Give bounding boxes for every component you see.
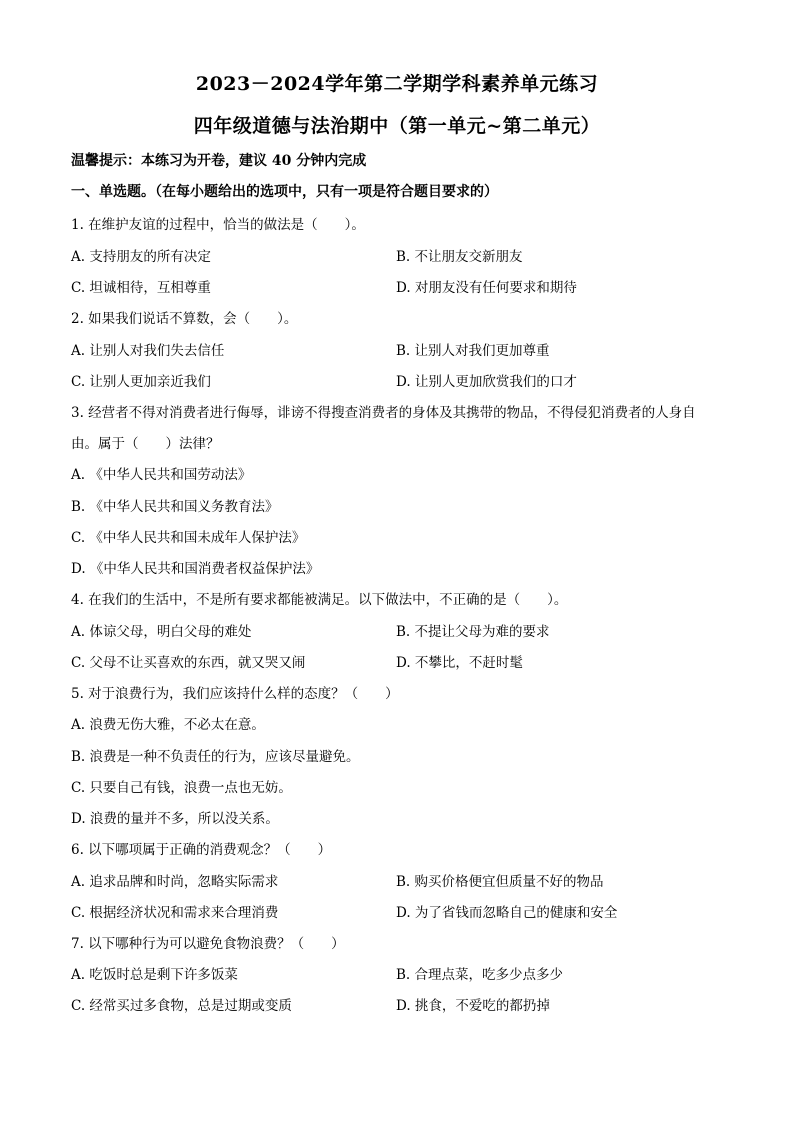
q4-option-a: A. 体谅父母，明白父母的难处 xyxy=(71,624,252,640)
question-7-stem: 7. 以下哪种行为可以避免食物浪费？（ ） xyxy=(71,936,345,952)
question-4-stem: 4. 在我们的生活中，不是所有要求都能被满足。以下做法中，不正确的是（ ）。 xyxy=(71,592,568,608)
q4-option-b: B. 不提让父母为难的要求 xyxy=(396,624,550,640)
q6-option-c: C. 根据经济状况和需求来合理消费 xyxy=(71,905,279,921)
q2-option-b: B. 让别人对我们更加尊重 xyxy=(396,343,550,359)
q3-option-c: C. 《中华人民共和国未成年人保护法》 xyxy=(71,530,306,546)
q3-option-d: D. 《中华人民共和国消费者权益保护法》 xyxy=(71,561,320,577)
q2-option-d: D. 让别人更加欣赏我们的口才 xyxy=(396,374,577,390)
question-3-stem-line2: 由。属于（ ）法律？ xyxy=(71,436,220,452)
tip-text: 温馨提示：本练习为开卷，建议 40 分钟内完成 xyxy=(71,153,367,169)
q7-option-b: B. 合理点菜，吃多少点多少 xyxy=(396,967,564,983)
section-heading: 一、单选题。（在每小题给出的选项中，只有一项是符合题目要求的） xyxy=(71,184,498,200)
q5-option-a: A. 浪费无伤大雅，不必太在意。 xyxy=(71,717,265,733)
exam-subtitle: 四年级道德与法治期中（第一单元~第二单元） xyxy=(193,115,601,137)
q5-option-d: D. 浪费的量并不多，所以没关系。 xyxy=(71,811,279,827)
q2-option-c: C. 让别人更加亲近我们 xyxy=(71,374,211,390)
q7-option-a: A. 吃饭时总是剩下许多饭菜 xyxy=(71,967,238,983)
q1-option-a: A. 支持朋友的所有决定 xyxy=(71,249,211,265)
q6-option-a: A. 追求品牌和时尚，忽略实际需求 xyxy=(71,874,279,890)
q1-option-b: B. 不让朋友交新朋友 xyxy=(396,249,523,265)
q3-option-b: B. 《中华人民共和国义务教育法》 xyxy=(71,499,279,515)
q7-option-c: C. 经常买过多食物，总是过期或变质 xyxy=(71,998,292,1014)
q4-option-c: C. 父母不让买喜欢的东西，就又哭又闹 xyxy=(71,655,306,671)
question-3-stem-line1: 3. 经营者不得对消费者进行侮辱，诽谤不得搜查消费者的身体及其携带的物品，不得侵犯消费者的人身自 xyxy=(71,405,696,421)
question-1-stem: 1. 在维护友谊的过程中，恰当的做法是（ ）。 xyxy=(71,217,365,233)
q3-option-a: A. 《中华人民共和国劳动法》 xyxy=(71,467,252,483)
question-2-stem: 2. 如果我们说话不算数，会（ ）。 xyxy=(71,311,298,327)
q5-option-c: C. 只要自己有钱，浪费一点也无妨。 xyxy=(71,780,292,796)
exam-title: 2023－2024学年第二学期学科素养单元练习 xyxy=(195,73,599,95)
q6-option-b: B. 购买价格便宜但质量不好的物品 xyxy=(396,874,604,890)
question-5-stem: 5. 对于浪费行为，我们应该持什么样的态度？（ ） xyxy=(71,686,399,702)
q1-option-d: D. 对朋友没有任何要求和期待 xyxy=(396,280,577,296)
q7-option-d: D. 挑食，不爱吃的都扔掉 xyxy=(396,998,550,1014)
q2-option-a: A. 让别人对我们失去信任 xyxy=(71,343,225,359)
q6-option-d: D. 为了省钱而忽略自己的健康和安全 xyxy=(396,905,618,921)
q4-option-d: D. 不攀比，不赶时髦 xyxy=(396,655,523,671)
question-6-stem: 6. 以下哪项属于正确的消费观念？（ ） xyxy=(71,842,332,858)
q1-option-c: C. 坦诚相待，互相尊重 xyxy=(71,280,211,296)
q5-option-b: B. 浪费是一种不负责任的行为，应该尽量避免。 xyxy=(71,749,360,765)
